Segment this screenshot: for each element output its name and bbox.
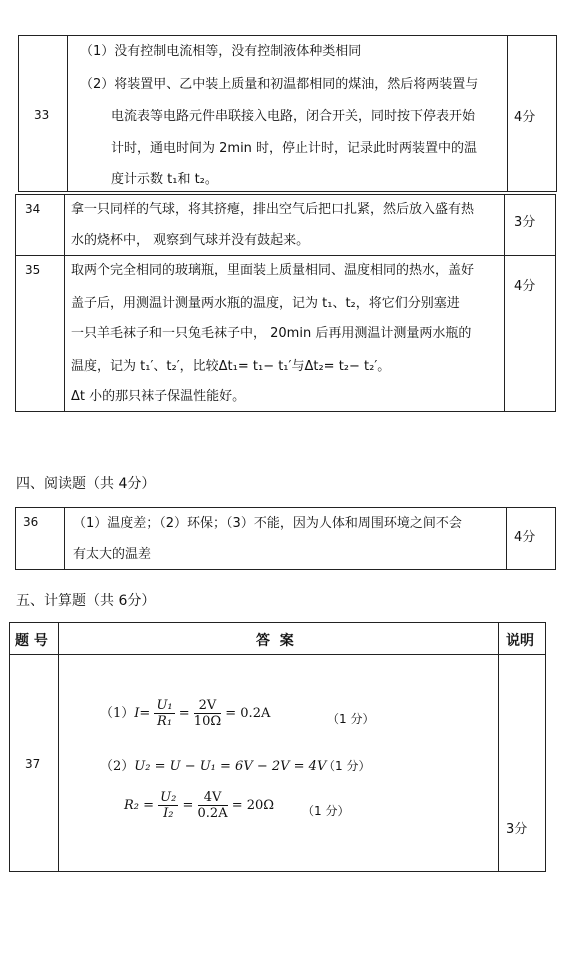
section-5-heading: 五、计算题（共 6分）: [16, 593, 156, 609]
q33-score: 4分: [514, 110, 536, 125]
q35-number-cell: [15, 255, 65, 412]
q37-number: 37: [25, 757, 41, 771]
q35-score: 4分: [514, 279, 536, 294]
q37-part3-result: = 20Ω: [231, 798, 275, 813]
q34-line-2: 水的烧杯中， 观察到气球并没有鼓起来。: [71, 233, 310, 248]
q37-part3-num2: 4V: [198, 790, 228, 806]
q37-score-cell: [498, 654, 546, 872]
q35-line-1: 取两个完全相同的玻璃瓶，里面装上质量相同、温度相同的热水，盖好: [71, 263, 475, 278]
q37-part1-fraction-2: [194, 698, 221, 729]
q37-part2-eq: U₂ = U − U₁ = 6V − 2V = 4V: [134, 759, 327, 774]
q35-line-5: Δt 小的那只袜子保温性能好。: [71, 389, 246, 404]
q36-line-2: 有太大的温差: [73, 547, 152, 562]
q33-line-1: （1）没有控制电流相等，没有控制液体种类相同: [80, 44, 362, 59]
q35-line-2: 盖子后，用测温计测量两水瓶的温度，记为 t₁、t₂，将它们分别塞进: [71, 296, 460, 311]
q37-part1-points: （1 分）: [327, 712, 375, 726]
q35-line-3: 一只羊毛袜子和一只兔毛袜子中， 20min 后再用测温计测量两水瓶的: [71, 326, 472, 341]
q36-number: 36: [23, 515, 39, 529]
q37-part1-lhs: I=: [134, 706, 151, 721]
q37-part2-points: （1 分）: [323, 759, 371, 773]
q37-part1-label: （1）: [100, 706, 135, 721]
q33-line-2: （2）将装置甲、乙中装上质量和初温都相同的煤油，然后将两装置与: [80, 77, 479, 92]
q37-part2-label: （2）: [100, 759, 135, 774]
table5-col-answer: 答 案: [256, 633, 294, 649]
q35-number: 35: [25, 263, 41, 277]
q37-part1-fraction-1: [154, 698, 174, 729]
q37-part3-den2: 0.2A: [197, 806, 228, 821]
q34-line-1: 拿一只同样的气球，将其挤瘪，排出空气后把口扎紧，然后放入盛有热: [71, 202, 475, 217]
q37-part1-num2: 2V: [194, 698, 221, 714]
q37-part2-formula: [100, 755, 326, 774]
q37-score: 3分: [506, 822, 528, 837]
q33-line-4: 计时，通电时间为 2min 时，停止计时，记录此时两装置中的温: [111, 141, 478, 156]
q37-part3-points: （1 分）: [302, 804, 350, 818]
table5-col-note: 说明: [506, 633, 534, 649]
q34-number: 34: [25, 202, 41, 216]
q37-part3-num1: U₂: [160, 790, 177, 805]
q33-line-5: 度计示数 t₁和 t₂。: [111, 172, 218, 187]
q35-line-4: 温度，记为 t₁′、t₂′，比较Δt₁= t₁− t₁′与Δt₂= t₂− t₂′。: [71, 359, 391, 374]
q33-number: 33: [34, 108, 50, 122]
q36-score: 4分: [514, 530, 536, 545]
q37-part1-den2: 10Ω: [193, 714, 222, 729]
table5-col-number: 题 号: [15, 633, 48, 649]
q37-part1-formula: （1）I= $\frac{\text{U₁}}{\text{R₁}}$ = $\frac{2V}{10\Omega}$ = 0.2A: [100, 698, 271, 729]
q37-part3-den1: I₂: [163, 806, 174, 821]
q37-part3-lhs: R₂ =: [124, 798, 155, 813]
q37-part3-fraction-1: [158, 790, 178, 821]
q37-part1-result: = 0.2A: [225, 706, 271, 721]
q33-line-3: 电流表等电路元件串联接入电路，闭合开关，同时按下停表开始: [111, 109, 476, 124]
q37-part3-formula: R₂ = $\frac{\text{U₂}}{\text{I₂}}$ = $\frac{4V}{0.2A}$ = 20Ω: [124, 790, 275, 821]
q36-line-1: （1）温度差；（2）环保；（3）不能，因为人体和周围环境之间不会: [73, 516, 462, 531]
q37-part3-fraction-2: [198, 790, 228, 821]
q34-score: 3分: [514, 215, 536, 230]
q37-part1-num1: U₁: [156, 698, 173, 713]
section-4-heading: 四、阅读题（共 4分）: [16, 476, 156, 492]
q37-part1-den1: R₁: [157, 714, 173, 729]
